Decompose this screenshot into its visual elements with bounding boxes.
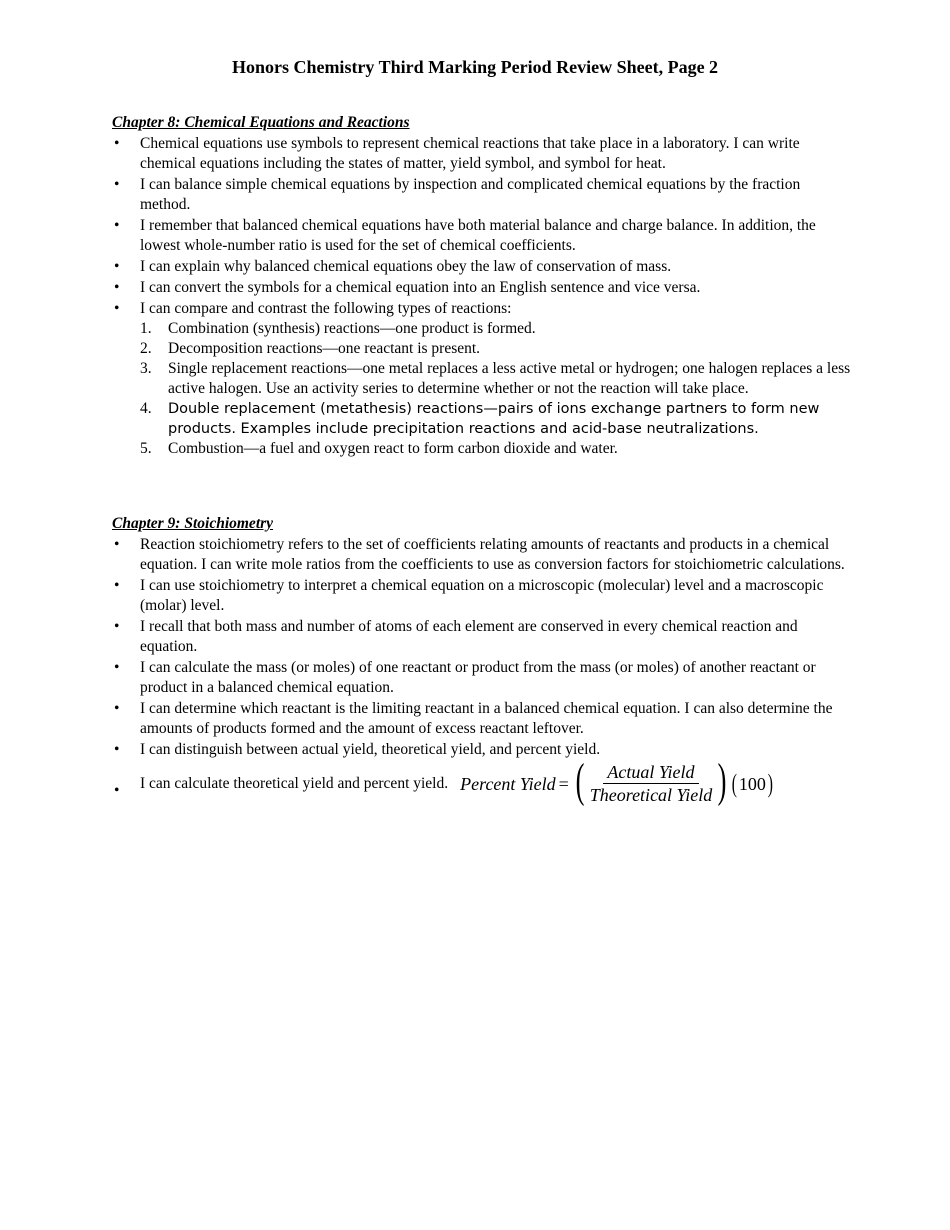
bullet-item: • I can determine which reactant is the limiting reactant in a balanced chemical equation. I can also determine the amounts of products formed and the amount of excess reactant leftover. xyxy=(114,700,833,737)
bullet-icon: • xyxy=(114,741,120,758)
bullet-item: • I can balance simple chemical equations by inspection and complicated chemical equations by the fraction method. xyxy=(114,176,801,213)
bullet-icon: • xyxy=(114,258,120,275)
bullet-icon: • xyxy=(114,135,120,152)
formula-fraction xyxy=(586,762,716,805)
bullet-item: • I can explain why balanced chemical equations obey the law of conservation of mass. xyxy=(114,258,672,275)
chapter-9-bullet-list xyxy=(112,535,852,805)
bullet-item: • I remember that balanced chemical equations have both material balance and charge balance. In addition, the lowest whole-number ratio is used for the set of chemical coefficients. xyxy=(114,217,816,254)
left-paren-icon: ( xyxy=(575,753,585,807)
formula-equals: = xyxy=(558,773,569,794)
chapter-8-bullet-list xyxy=(112,134,852,459)
bullet-item xyxy=(112,753,852,807)
bullet-icon: • xyxy=(114,618,120,635)
numbered-item: 2. Decomposition reactions—one reactant is present. xyxy=(140,340,481,357)
bullet-item: • I can distinguish between actual yield, theoretical yield, and percent yield. xyxy=(114,741,601,758)
bullet-icon: • xyxy=(114,279,120,296)
bullet-icon: • xyxy=(114,659,120,676)
bullet-icon: • xyxy=(114,217,120,234)
chapter-9-heading: Chapter 9: Stoichiometry xyxy=(112,515,274,532)
formula-numerator: Actual Yield xyxy=(603,762,698,784)
bullet-icon: • xyxy=(114,536,120,553)
chapter-9-section xyxy=(112,514,852,806)
bullet-icon: • xyxy=(114,700,120,717)
bullet-item: • Reaction stoichiometry refers to the set of coefficients relating amounts of reactants and products in a chemical equation. I can write mole ratios from the coefficients to use as conversion factors for stoichiometric calculations. xyxy=(114,536,845,573)
numbered-item: 1. Combination (synthesis) reactions—one product is formed. xyxy=(140,320,536,337)
numbered-item: 5. Combustion—a fuel and oxygen react to form carbon dioxide and water. xyxy=(140,440,618,457)
formula-multiplier: 100 xyxy=(738,773,766,794)
percent-yield-formula xyxy=(460,753,774,807)
bullet-item: • Chemical equations use symbols to represent chemical reactions that take place in a laboratory. I can write chemical equations including the states of matter, yield symbol, and symbol for heat. xyxy=(114,135,800,172)
numbered-item: 3. Single replacement reactions—one metal replaces a less active metal or hydrogen; one halogen replaces a less active halogen. Use an activity series to determine whether or not the reaction will take place. xyxy=(140,360,851,397)
formula-lhs: Percent Yield xyxy=(460,773,556,794)
bullet-icon: • xyxy=(114,176,120,193)
right-paren-small-icon: ) xyxy=(767,768,773,798)
chapter-8-heading: Chapter 8: Chemical Equations and Reactions xyxy=(112,114,410,131)
chapter-8-section xyxy=(112,113,852,460)
bullet-item: • I can compare and contrast the following types of reactions: 1. Combination (synthesis) reactions—one product is formed. 2. Decomposition reactions—one reactant is present. 3. Single replacement reactions—one metal replaces a less active metal or hydrogen; one halogen replaces a less active halogen. Use an activity series to determine whether or not the reaction will take place. 4. Double replacement (metathesis) reactions—pairs of ions exchange partners to form new products. Examples include precipitation reactions and acid-base neutralizations. 5. Combustion—a fuel and oxygen react to form carbon dioxide and water. xyxy=(114,300,851,457)
right-paren-icon: ) xyxy=(717,753,727,807)
bullet-icon: • xyxy=(114,300,120,317)
percent-yield-row: I can calculate theoretical yield and percent yield. Percent Yield = ( $\frac{\text{Actual Yield}}{\text{Theoretical Yield}}$ ) ( 100 ) xyxy=(140,753,773,807)
bullet-icon: • xyxy=(114,782,120,799)
numbered-item: 4. Double replacement (metathesis) reactions—pairs of ions exchange partners to form new products. Examples include precipitation reactions and acid-base neutralizations. xyxy=(140,400,820,437)
bullet-item: • I can convert the symbols for a chemical equation into an English sentence and vice versa. xyxy=(114,279,701,296)
bullet-item: • I recall that both mass and number of atoms of each element are conserved in every chemical reaction and equation. xyxy=(114,618,798,655)
formula-denominator: Theoretical Yield xyxy=(589,785,713,805)
page-title: Honors Chemistry Third Marking Period Review Sheet, Page 2 xyxy=(231,57,719,77)
bullet-item: • I can use stoichiometry to interpret a chemical equation on a microscopic (molecular) level and a macroscopic (molar) level. xyxy=(114,577,824,614)
left-paren-small-icon: ( xyxy=(731,768,738,798)
bullet-icon: • xyxy=(114,577,120,594)
reaction-types-list xyxy=(112,319,852,459)
bullet-item: • I can calculate the mass (or moles) of one reactant or product from the mass (or moles) of another reactant or product in a balanced chemical equation. xyxy=(114,659,816,696)
